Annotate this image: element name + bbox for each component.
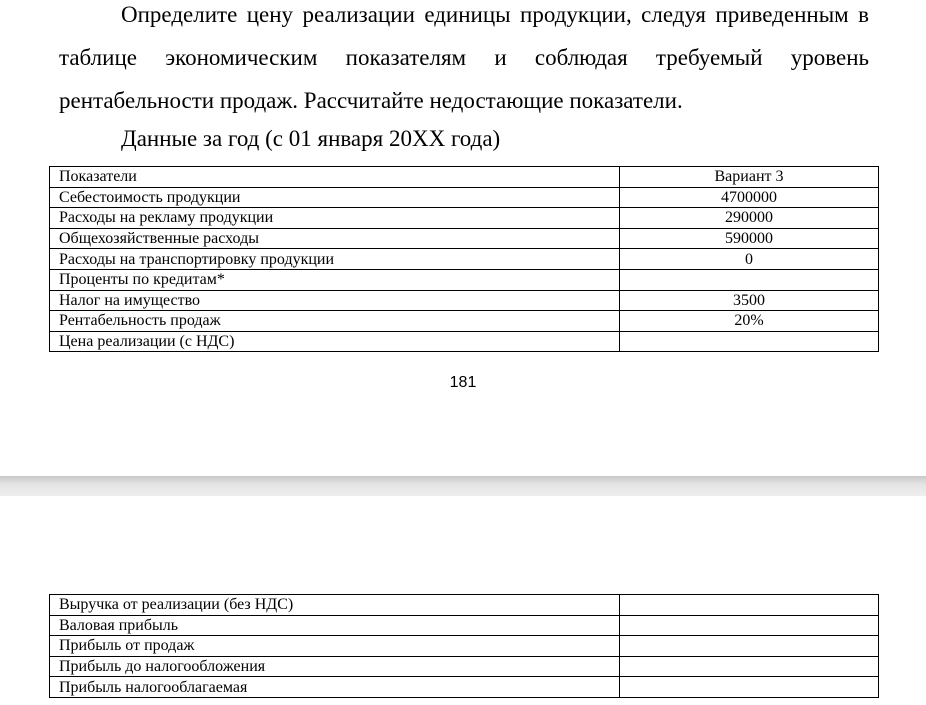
row-label: Себестоимость продукции	[50, 187, 620, 208]
row-value: 590000	[620, 228, 879, 249]
row-value	[620, 636, 879, 657]
table-row	[50, 228, 879, 249]
row-value	[620, 331, 879, 352]
table-row	[50, 311, 879, 332]
table-row	[50, 331, 879, 352]
table-row	[50, 249, 879, 270]
row-value	[620, 615, 879, 636]
table-row	[50, 595, 879, 616]
indicators-table	[49, 166, 879, 352]
row-label: Расходы на рекламу продукции	[50, 208, 620, 229]
results-table	[49, 594, 879, 698]
table-row	[50, 615, 879, 636]
row-value	[620, 656, 879, 677]
row-label: Проценты по кредитам*	[50, 269, 620, 290]
task-paragraph: Определите цену реализации единицы продукции, следуя приведенным в таблице экономическим показателям и соблюдая требуемый уровень рентабельности продаж. Рассчитайте недостающие показатели.	[59, 2, 869, 113]
row-label: Прибыль налогооблагаемая	[50, 677, 620, 698]
row-value: 4700000	[620, 187, 879, 208]
table-header-row	[50, 167, 879, 188]
table-row	[50, 677, 879, 698]
table-row	[50, 656, 879, 677]
page-number: 181	[449, 374, 477, 391]
table-row	[50, 187, 879, 208]
header-cell-indicators: Показатели	[50, 167, 620, 188]
row-label: Прибыль от продаж	[50, 636, 620, 657]
row-label: Выручка от реализации (без НДС)	[50, 595, 620, 616]
row-value	[620, 269, 879, 290]
row-value: 0	[620, 249, 879, 270]
row-value	[620, 677, 879, 698]
table-row	[50, 636, 879, 657]
row-value: 290000	[620, 208, 879, 229]
row-value	[620, 595, 879, 616]
row-value: 3500	[620, 290, 879, 311]
header-cell-variant: Вариант 3	[620, 167, 879, 188]
row-label: Цена реализации (с НДС)	[50, 331, 620, 352]
table-row	[50, 208, 879, 229]
row-label: Налог на имущество	[50, 290, 620, 311]
row-label: Валовая прибыль	[50, 615, 620, 636]
row-value: 20%	[620, 311, 879, 332]
row-label: Общехозяйственные расходы	[50, 228, 620, 249]
data-subtitle: Данные за год (с 01 января 20XX года)	[121, 126, 501, 151]
row-label: Рентабельность продаж	[50, 311, 620, 332]
row-label: Прибыль до налогообложения	[50, 656, 620, 677]
row-label: Расходы на транспортировку продукции	[50, 249, 620, 270]
table-row	[50, 269, 879, 290]
table-row	[50, 290, 879, 311]
page-separator	[0, 476, 926, 496]
